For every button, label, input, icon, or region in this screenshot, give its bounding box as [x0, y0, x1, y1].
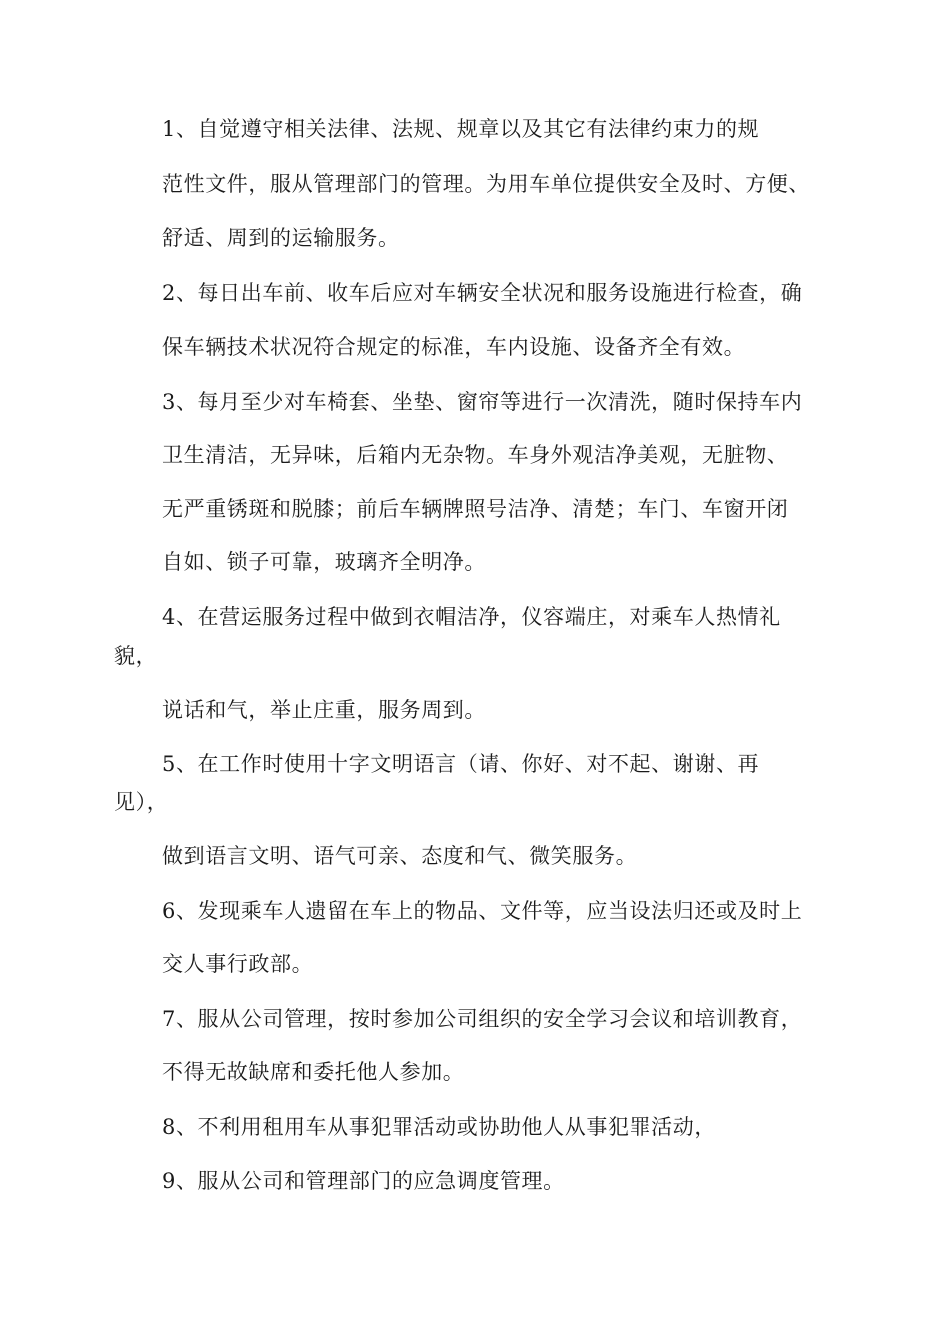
clause-6-line-2: 交人事行政部。: [162, 952, 314, 976]
clause-3-line-1: 3、每月至少对车椅套、坐垫、窗帘等进行一次清洗，随时保持车内: [162, 390, 803, 414]
clause-4-line-2: 貌，: [114, 644, 158, 668]
clause-8-line-1: 8、不利用租用车从事犯罪活动或协助他人从事犯罪活动，: [162, 1115, 716, 1139]
clause-4-line-1: 4、在营运服务过程中做到衣帽洁净，仪容端庄，对乘车人热情礼: [162, 605, 781, 629]
clause-5-line-2: 见），: [114, 790, 169, 814]
clause-3-line-2: 卫生清洁，无异味，后箱内无杂物。车身外观洁净美观，无脏物、: [162, 443, 789, 467]
clause-9-line-1: 9、服从公司和管理部门的应急调度管理。: [162, 1169, 565, 1193]
clause-2-line-2: 保车辆技术状况符合规定的标准，车内设施、设备齐全有效。: [162, 335, 746, 359]
clause-4-line-3: 说话和气，举止庄重，服务周到。: [162, 698, 486, 722]
clause-7-line-2: 不得无故缺席和委托他人参加。: [162, 1060, 465, 1084]
clause-3-line-3: 无严重锈斑和脱膝；前后车辆牌照号洁净、清楚；车门、车窗开闭: [162, 497, 789, 521]
clause-5-line-1: 5、在工作时使用十字文明语言（请、你好、对不起、谢谢、再: [162, 752, 760, 776]
clause-6-line-1: 6、发现乘车人遗留在车上的物品、文件等，应当设法归还或及时上: [162, 899, 803, 923]
clause-1-line-3: 舒适、周到的运输服务。: [162, 226, 400, 250]
clause-5-line-3: 做到语言文明、语气可亲、态度和气、微笑服务。: [162, 844, 638, 868]
clause-1-line-2: 范性文件，服从管理部门的管理。为用车单位提供安全及时、方便、: [162, 172, 810, 196]
clause-3-line-4: 自如、锁子可靠，玻璃齐全明净。: [162, 550, 486, 574]
clause-1-line-1: 1、自觉遵守相关法律、法规、规章以及其它有法律约束力的规: [162, 117, 760, 141]
clause-2-line-1: 2、每日出车前、收车后应对车辆安全状况和服务设施进行检查，确: [162, 281, 803, 305]
clause-7-line-1: 7、服从公司管理，按时参加公司组织的安全学习会议和培训教育，: [162, 1007, 803, 1031]
